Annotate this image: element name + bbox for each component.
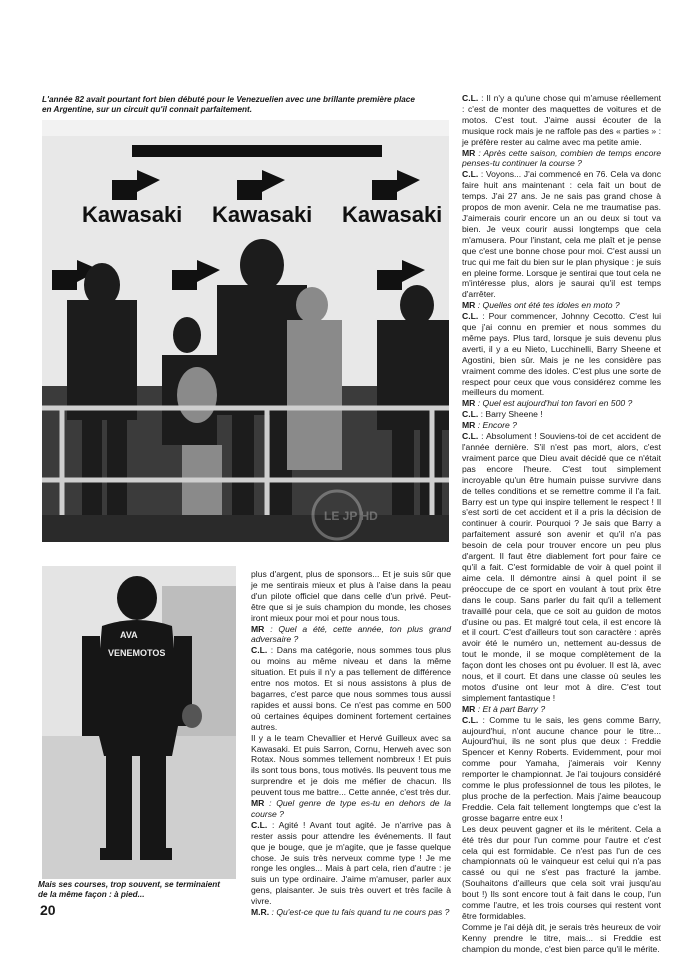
interview-answer: C.L. : Agité ! Avant tout agité. Je n'arrive pas à rester assis pour attendre les événements. Il faut que je bouge, que je m'agite, que je fasse quelque chose. Je suis très nerveux comme type ! Je me ronge les ongles... Mais à part cela, rien d'autre : je suis un type ordinaire. J'aime m'amuser, parler aux gens, plaisanter. Je suis très ouvert et très facile à vivre.	[251, 819, 451, 907]
paragraph-text: Les deux peuvent gagner et ils le méritent. Cela a été très dur pour l'un comme pour l'autre et c'est cela qui est formidable. Ce n'est pas l'un de ces championnats où le vainqueur est celui qui n'a pas cassé ou qui ne s'est pas fracturé la jambe. (Souhaitons d'ailleurs que cela soit vrai jusqu'au bout !) Ils sont encore tout à fait dans le coup, l'un comme l'autre, et les trois courses qui restent vont être formidables.	[462, 823, 661, 921]
interview-question: MR : Quelles ont été tes idoles en moto ?	[462, 300, 620, 311]
paragraph-text: Quelles ont été tes idoles en moto ?	[482, 300, 620, 311]
speaker-label: C.L.	[462, 311, 479, 322]
paragraph-text: Barry Sheene !	[485, 409, 543, 420]
paragraph-text: Quel a été, cette année, ton plus grand adversaire ?	[251, 623, 451, 645]
banner-text: Kawasaki	[212, 202, 313, 227]
interview-question: MR : Encore ?	[462, 420, 517, 431]
podium-photo-caption	[42, 95, 462, 115]
caption-line: L'année 82 avait pourtant fort bien débuté pour le Venezuelien avec une brillante première place	[42, 95, 415, 104]
speaker-label: MR	[462, 300, 476, 311]
banner-text: Kawasaki	[82, 202, 183, 227]
interview-question: MR : Quel est aujourd'hui ton favori en 500 ?	[462, 398, 633, 409]
speaker-label: C.L.	[251, 645, 268, 656]
speaker-label: MR	[251, 798, 265, 809]
paragraph-text: Quel est aujourd'hui ton favori en 500 ?	[482, 398, 633, 409]
rider-photo	[42, 566, 236, 879]
paragraph-text: Et à part Barry ?	[482, 703, 546, 714]
speaker-label: MR	[462, 420, 476, 431]
paragraph-text: Absolument ! Souviens-toi de cet accident de l'année dernière. S'il n'est pas mort, alors, c'est vraiment parce que Dieu avait décidé que ce n'était pas encore l'heure. C'est tout simplement incroyable qu'un être humain puisse survivre dans de telles conditions et se remettre comme il l'a fait. Barry est un type qui inspire tellement le respect ! Il s'est sorti de cet accident et il a pris la décision de continuer à courir. Pourquoi ? Je sais que Barry a parfaitement assuré son avenir et qu'il n'a pas besoin de cela pour trouver encore un peu plus d'argent. Il faut être diablement fort pour faire ce qu'il a fait. C'est formidable de voir à quel point il aime cela. Il démontre ainsi à quel point il se préoccupe de ce sport en voulant à tout prix être dans le coup. Sans parler du fait qu'il a tellement travaillé pour cela, que ce soit au guidon de motos d'usine ou pas. Et malgré tout cela, il est encore là et il court. C'est d'ailleurs tout son caractère : après avoir été le numéro un, nettement au-dessus de tout le monde, il se moque complètement de la façon dont les choses ont pu évoluer. Il est là, avec nous, et il court. Et dans une classe où seules les motos d'usine ont leur mot à dire. C'est tout simplement fantastique !	[462, 431, 661, 703]
paragraph-text: Encore ?	[482, 420, 517, 431]
article-column-right	[462, 93, 661, 955]
speaker-label: MR	[462, 147, 476, 158]
interview-question: MR : Après cette saison, combien de temps encore penses-tu continuer la course ?	[462, 147, 661, 169]
interview-question: MR : Quel genre de type es-tu en dehors de la course ?	[251, 798, 451, 819]
paragraph-text: Dans ma catégorie, nous sommes tous plus ou moins au même niveau et dans la même situation. Et puis il n'y a pas tellement de différence entre nos motos. Et si nous assistons à plus de bagarres, c'est parce que nous sommes tous aussi rapides et aussi bons. Ce n'est pas comme en 500 où certaines équipes dominent fortement certaines autres.	[251, 645, 451, 732]
interview-answer: C.L. : Absolument ! Souviens-toi de cet accident de l'année dernière. S'il n'est pas mort, alors, c'est vraiment parce que Dieu avait décidé que ce n'était pas encore l'heure. C'est tout simplement incroyable qu'un être humain puisse survivre dans de telles conditions et se remettre comme il l'a fait. Barry est un type qui inspire tellement le respect ! Il s'est sorti de cet accident et il a pris la décision de continuer à courir. Pourquoi ? Je sais que Barry a parfaitement assuré son avenir et qu'il n'a pas besoin de cela pour trouver encore un peu plus d'argent. Il faut être diablement fort pour faire ce qu'il a fait. C'est formidable de voir à quel point il aime cela. Il démontre ainsi à quel point il se préoccupe de ce sport en voulant à tout prix être dans le coup. Sans parler du fait qu'il a tellement travaillé pour cela, que ce soit au guidon de motos d'usine ou pas. Et malgré tout cela, il est encore là et il court. C'est d'ailleurs tout son caractère : après avoir été le numéro un, nettement au-dessus de tout le monde, il se moque complètement de la façon dont les choses ont pu évoluer. Il est là, avec nous, et il court. Et dans une classe où seules les motos d'usine ont leur mot à dire. C'est tout simplement fantastique !	[462, 431, 661, 703]
rider-photo-art	[42, 566, 236, 879]
speaker-label: C.L.	[462, 714, 479, 725]
paragraph-text: Agité ! Avant tout agité. Je n'arrive pas à rester assis pour attendre les événements. Il faut que je bouge, que je m'agite, que je fasse quelque chose. Je suis très nerveux comme type ! Je me ronge les ongles... Mais à part cela, rien d'autre : je suis un type ordinaire. J'aime m'amuser, parler aux gens, plaisanter. Je suis très ouvert et très facile à vivre.	[251, 819, 451, 907]
speaker-label: C.L.	[462, 409, 479, 420]
podium-photo-art	[42, 120, 449, 542]
page-number: 20	[40, 902, 56, 918]
article-column-middle	[251, 569, 451, 918]
interview-answer: C.L. : Dans ma catégorie, nous sommes tous plus ou moins au même niveau et dans la même situation. Et puis il n'y a pas tellement de différence entre nos motos. Et si nous assistons à plus de bagarres, c'est parce que nous sommes tous aussi rapides et aussi bons. Ce n'est pas comme en 500 où certaines équipes dominent fortement certaines autres.	[251, 645, 451, 732]
interview-answer	[251, 733, 451, 798]
interview-question: MR : Et à part Barry ?	[462, 703, 546, 714]
interview-answer: C.L. : Il n'y a qu'une chose qui m'amuse réellement : c'est de monter des maquettes de voitures et de motos. C'est tout. J'aime aussi écouter de la musique rock mais je ne raffole pas des « parties » : je préfère rester au calme avec ma petite amie.	[462, 93, 661, 147]
paragraph-text: Il n'y a qu'une chose qui m'amuse réellement : c'est de monter des maquettes de voitures et de motos. C'est tout. J'aime aussi écouter de la musique rock mais je ne raffole pas des « parties » : je préfère rester au calme avec ma petite amie.	[462, 93, 661, 147]
watermark-text: LE JP HD	[324, 509, 378, 523]
podium-photo	[42, 120, 449, 542]
speaker-label: MR	[462, 703, 476, 714]
paragraph-text: Qu'est-ce que tu fais quand tu ne cours pas ?	[276, 907, 450, 918]
speaker-label: MR	[251, 623, 265, 634]
speaker-label: C.L.	[462, 169, 479, 180]
paragraph-text: Quel genre de type es-tu en dehors de la course ?	[251, 798, 451, 819]
paragraph-text: Il y a le team Chevallier et Hervé Guilleux avec sa Kawasaki. Et puis Sarron, Cornu, Herweh avec son Rotax. Nous sommes tellement nombreux ! Et puis ils sont tous bons, tous motivés. Ils peuvent tous me surprendre et je dois me méfier de chacun. Ils peuvent tous me battre... Cette année, c'est très dur.	[251, 732, 451, 798]
paragraph-text: Voyons... J'ai commencé en 76. Cela va donc faire huit ans maintenant : cela fait un bout de temps. J'ai 27 ans. Je ne sais pas grand chose à propos de mon avenir. Cela ne me traumatise pas. J'aimerais courir encore un an ou deux si tout va bien. Je veux courir aussi longtemps que cela m'amusera. Pour l'instant, cela me plaît et je pense que c'est une bonne chose pour moi. C'est aussi un truc qui me fait du bien sur le plan physique : je suis en pleine forme. Lorsque je sentirai que tout cela ne m'intéresse plus, alors je saurai qu'il est temps d'arrêter.	[462, 169, 661, 300]
paragraph-text: Comme je l'ai déjà dit, je serais très heureux de voir Kenny prendre le titre, mais... si Freddie est champion du monde, c'est bien parce qu'il le mérite.	[462, 921, 661, 954]
caption-line: en Argentine, sur un circuit qu'il connait parfaitement.	[42, 105, 252, 114]
speaker-label: C.L.	[251, 819, 268, 830]
paragraph-text: Pour commencer, Johnny Cecotto. C'est lui que j'ai connu en premier et nous sommes du même pays. Plus tard, lorsque je suis devenu plus averti, il y a eu Nieto, Lucchinelli, Barry Sheene et Agostini, bien sûr. Mais je ne les considère pas vraiment comme des idoles. C'est plus une sorte de respect pour ceux que vous considérez comme les meilleurs du moment.	[462, 311, 661, 398]
caption-line: Mais ses courses, trop souvent, se terminaient	[38, 880, 221, 889]
interview-answer	[251, 569, 451, 624]
interview-answer: C.L. : Comme tu le sais, les gens comme Barry, aujourd'hui, n'ont aucune chance pour le titre... Aujourd'hui, ils ne sont plus que deux : Freddie Spencer et Kenny Roberts. Evidemment, pour moi comme pour Yamaha, j'aimerais voir Kenny remporter le championnat. Je l'ai toujours considéré comme le plus professionnel de tous les pilotes, le plus proche de la perfection. Mais j'aime beaucoup Freddie. Cela fait tellement longtemps que c'est la grosse bagarre entre eux !	[462, 714, 661, 823]
speaker-label: MR	[462, 398, 476, 409]
interview-answer	[462, 824, 661, 922]
jacket-text: VENEMOTOS	[108, 648, 166, 658]
interview-answer: C.L. : Voyons... J'ai commencé en 76. Cela va donc faire huit ans maintenant : cela fait un bout de temps. J'ai 27 ans. Je ne sais pas grand chose à propos de mon avenir. Cela ne me traumatise pas. J'aimerais courir encore un an ou deux si tout va bien. Je veux courir aussi longtemps que cela m'amusera. Pour l'instant, cela me plaît et je pense que c'est une bonne chose pour moi. C'est aussi un truc qui me fait du bien sur le plan physique : je suis en pleine forme. Lorsque je sentirai que tout cela ne m'intéresse plus, alors je saurai qu'il est temps d'arrêter.	[462, 169, 661, 300]
interview-answer	[462, 922, 661, 955]
paragraph-text: plus d'argent, plus de sponsors... Et je suis sûr que je me sentirais mieux et plus à l'aise dans la peau d'un pilote officiel que dans celle d'un privé. Peut-être que si je suis champion du monde, les choses iront mieux pour moi et pour nous tous.	[251, 569, 451, 623]
banner-text: Kawasaki	[342, 202, 443, 227]
jacket-text: AVA	[120, 630, 138, 640]
rider-photo-caption	[38, 880, 248, 900]
paragraph-text: Après cette saison, combien de temps encore penses-tu continuer la course ?	[462, 147, 661, 169]
paragraph-text: Comme tu le sais, les gens comme Barry, aujourd'hui, n'ont aucune chance pour le titre... Aujourd'hui, ils ne sont plus que deux : Freddie Spencer et Kenny Roberts. Evidemment, pour moi comme pour Yamaha, j'aimerais voir Kenny remporter le championnat. Je l'ai toujours considéré comme le plus professionnel de tous les pilotes, le plus proche de la perfection. Mais j'aime beaucoup Freddie. Cela fait tellement longtemps que c'est la grosse bagarre entre eux !	[462, 714, 661, 823]
interview-answer: C.L. : Pour commencer, Johnny Cecotto. C'est lui que j'ai connu en premier et nous sommes du même pays. Plus tard, lorsque je suis devenu plus averti, il y a eu Nieto, Lucchinelli, Barry Sheene et Agostini, bien sûr. Mais je ne les considère pas vraiment comme des idoles. C'est plus une sorte de respect pour ceux que vous considérez comme les meilleurs du moment.	[462, 311, 661, 398]
caption-line: de la même façon : à pied...	[38, 890, 145, 899]
speaker-label: M.R.	[251, 907, 270, 918]
speaker-label: C.L.	[462, 431, 479, 442]
speaker-label: C.L.	[462, 93, 479, 103]
interview-question: M.R. : Qu'est-ce que tu fais quand tu ne cours pas ?	[251, 907, 450, 918]
interview-question: MR : Quel a été, cette année, ton plus grand adversaire ?	[251, 623, 451, 645]
interview-answer: C.L. : Barry Sheene !	[462, 409, 543, 420]
